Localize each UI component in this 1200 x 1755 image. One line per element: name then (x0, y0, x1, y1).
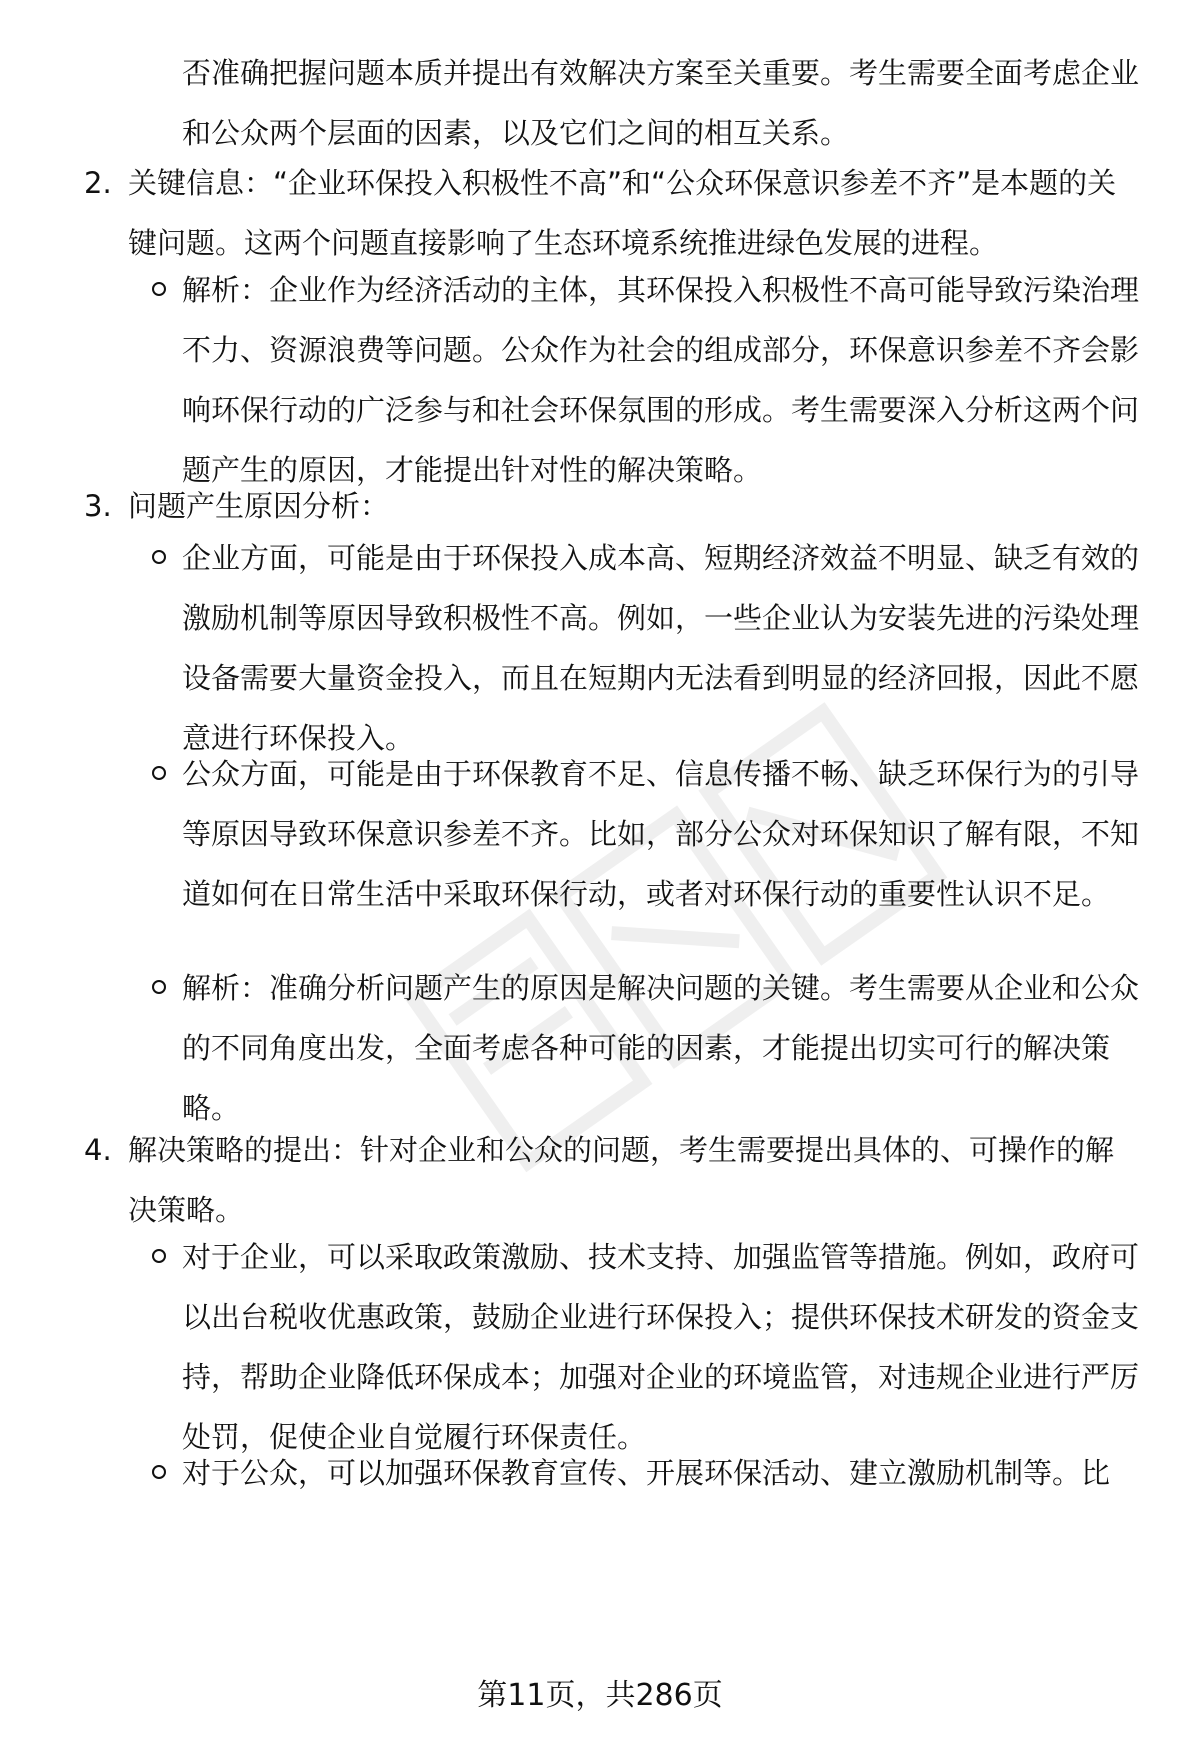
list-item-text: 问题产生原因分析： (128, 489, 390, 523)
sub-list-item-text: 解析：企业作为经济活动的主体，其环保投入积极性不高可能导致污染治理不力、资源浪费等问题。公众作为社会的组成部分，环保意识参差不齐会影响环保行动的广泛参与和社会环保氛围的形成。考生需要深入分析这两个问题产生的原因，才能提出针对性的解决策略。 (182, 273, 1140, 487)
list-number: 4. (84, 1133, 112, 1167)
sub-list-item-text: 公众方面，可能是由于环保教育不足、信息传播不畅、缺乏环保行为的引导等原因导致环保意识参差不齐。比如，部分公众对环保知识了解有限，不知道如何在日常生活中采取环保行动，或者对环保行动的重要性认识不足。 (182, 757, 1140, 911)
hollow-bullet-icon (152, 766, 166, 780)
hollow-bullet-icon (152, 1249, 166, 1263)
list-item-text: 关键信息：“企业环保投入积极性不高”和“公众环保意识参差不齐”是本题的关键问题。这两个问题直接影响了生态环境系统推进绿色发展的进程。 (128, 166, 1117, 260)
page-footer: 第11页，共286页 (477, 1678, 723, 1713)
list-number: 3. (84, 489, 112, 523)
list-item-text: 解决策略的提出：针对企业和公众的问题，考生需要提出具体的、可操作的解决策略。 (128, 1133, 1115, 1227)
sub-list-item-text: 对于公众，可以加强环保教育宣传、开展环保活动、建立激励机制等。比 (182, 1456, 1111, 1490)
hollow-bullet-icon (152, 1465, 166, 1479)
list-number: 2. (84, 166, 112, 200)
sub-list-item-text: 解析：准确分析问题产生的原因是解决问题的关键。考生需要从企业和公众的不同角度出发，全面考虑各种可能的因素，才能提出切实可行的解决策略。 (182, 971, 1140, 1125)
hollow-bullet-icon (152, 550, 166, 564)
hollow-bullet-icon (152, 980, 166, 994)
sub-list-item-text: 企业方面，可能是由于环保投入成本高、短期经济效益不明显、缺乏有效的激励机制等原因导致积极性不高。例如，一些企业认为安装先进的污染处理设备需要大量资金投入，而且在短期内无法看到明显的经济回报，因此不愿意进行环保投入。 (182, 541, 1140, 755)
paragraph-continuation: 否准确把握问题本质并提出有效解决方案至关重要。考生需要全面考虑企业和公众两个层面的因素，以及它们之间的相互关系。 (182, 56, 1140, 150)
sub-list-item-text: 对于企业，可以采取政策激励、技术支持、加强监管等措施。例如，政府可以出台税收优惠政策，鼓励企业进行环保投入；提供环保技术研发的资金支持，帮助企业降低环保成本；加强对企业的环境监管，对违规企业进行严厉处罚，促使企业自觉履行环保责任。 (182, 1240, 1140, 1454)
hollow-bullet-icon (152, 282, 166, 296)
